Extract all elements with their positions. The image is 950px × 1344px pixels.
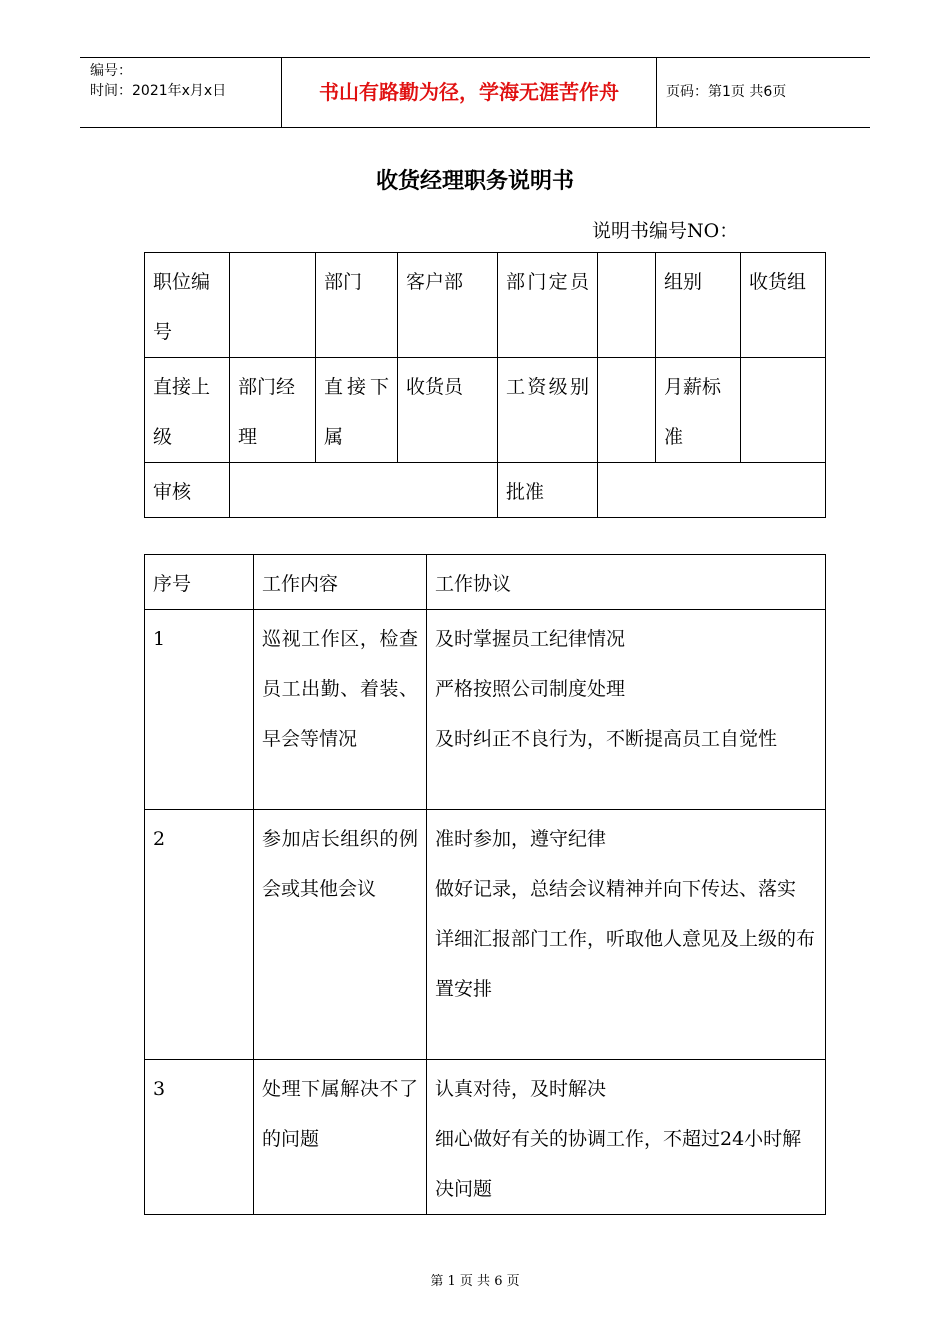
cell-salary-grade-label: 工资级别 [498, 358, 598, 463]
cell-supervisor-value: 部门经理 [230, 358, 316, 463]
cell-monthly-salary-value[interactable] [741, 358, 826, 463]
cell-monthly-salary-label: 月薪标准 [656, 358, 741, 463]
requirement-item: 认真对待，及时解决 [435, 1078, 607, 1100]
cell-department-label: 部门 [316, 253, 398, 358]
cell-review-value[interactable] [230, 463, 498, 518]
cell-supervisor-label: 直接上级 [145, 358, 230, 463]
cell-headcount-value[interactable] [598, 253, 656, 358]
page-footer: 第 1 页 共 6 页 [430, 1274, 520, 1289]
row-requirements [427, 610, 826, 810]
table-row [145, 610, 826, 810]
table-row [145, 810, 826, 1060]
row-requirements [427, 810, 826, 1060]
cell-approve-label: 批准 [498, 463, 598, 518]
cell-subordinate-value: 收货员 [398, 358, 498, 463]
row-content: 巡视工作区，检查员工出勤、着装、早会等情况 [254, 610, 427, 810]
row-requirements [427, 1060, 826, 1215]
cell-group-value: 收货组 [741, 253, 826, 358]
table-row [145, 1060, 826, 1215]
cell-approve-value[interactable] [598, 463, 826, 518]
header-motto: 书山有路勤为径，学海无涯苦作舟 [281, 58, 657, 127]
page-header [80, 57, 870, 128]
requirement-item: 细心做好有关的协调工作，不超过24小时解决问题 [435, 1128, 802, 1200]
requirement-item: 准时参加，遵守纪律 [435, 828, 607, 850]
row-content: 参加店长组织的例会或其他会议 [254, 810, 427, 1060]
table-row [145, 253, 826, 358]
header-page-label: 页码：第1页 共6页 [666, 84, 787, 100]
cell-position-no-value[interactable] [230, 253, 316, 358]
row-no: 3 [145, 1060, 254, 1215]
document-title: 收货经理职务说明书 [375, 169, 574, 194]
time-label: 时间：2021年x月x日 [90, 83, 227, 99]
requirement-item: 做好记录，总结会议精神并向下传达、落实 [435, 878, 797, 900]
header-no: 序号 [145, 555, 254, 610]
cell-salary-grade-value[interactable] [598, 358, 656, 463]
table-row [145, 358, 826, 463]
cell-group-label: 组别 [656, 253, 741, 358]
cell-review-label: 审核 [145, 463, 230, 518]
cell-position-no-label: 职位编号 [145, 253, 230, 358]
row-content: 处理下属解决不了的问题 [254, 1060, 427, 1215]
requirement-item: 严格按照公司制度处理 [435, 678, 626, 700]
row-no: 2 [145, 810, 254, 1060]
cell-headcount-label: 部门定员 [498, 253, 598, 358]
row-no: 1 [145, 610, 254, 810]
header-content: 工作内容 [254, 555, 427, 610]
duty-table [144, 554, 826, 1215]
position-info-table [144, 252, 826, 518]
requirement-item: 及时掌握员工纪律情况 [435, 628, 626, 650]
cell-department-value: 客户部 [398, 253, 498, 358]
requirement-item: 及时纠正不良行为，不断提高员工自觉性 [435, 728, 778, 750]
document-number: 说明书编号NO： [592, 220, 739, 242]
cell-subordinate-label: 直接下属 [316, 358, 398, 463]
table-header-row [145, 555, 826, 610]
requirement-item: 详细汇报部门工作，听取他人意见及上级的布置安排 [435, 928, 816, 1000]
table-row [145, 463, 826, 518]
header-requirement: 工作协议 [427, 555, 826, 610]
number-label: 编号： [90, 63, 132, 79]
header-meta [80, 58, 281, 127]
